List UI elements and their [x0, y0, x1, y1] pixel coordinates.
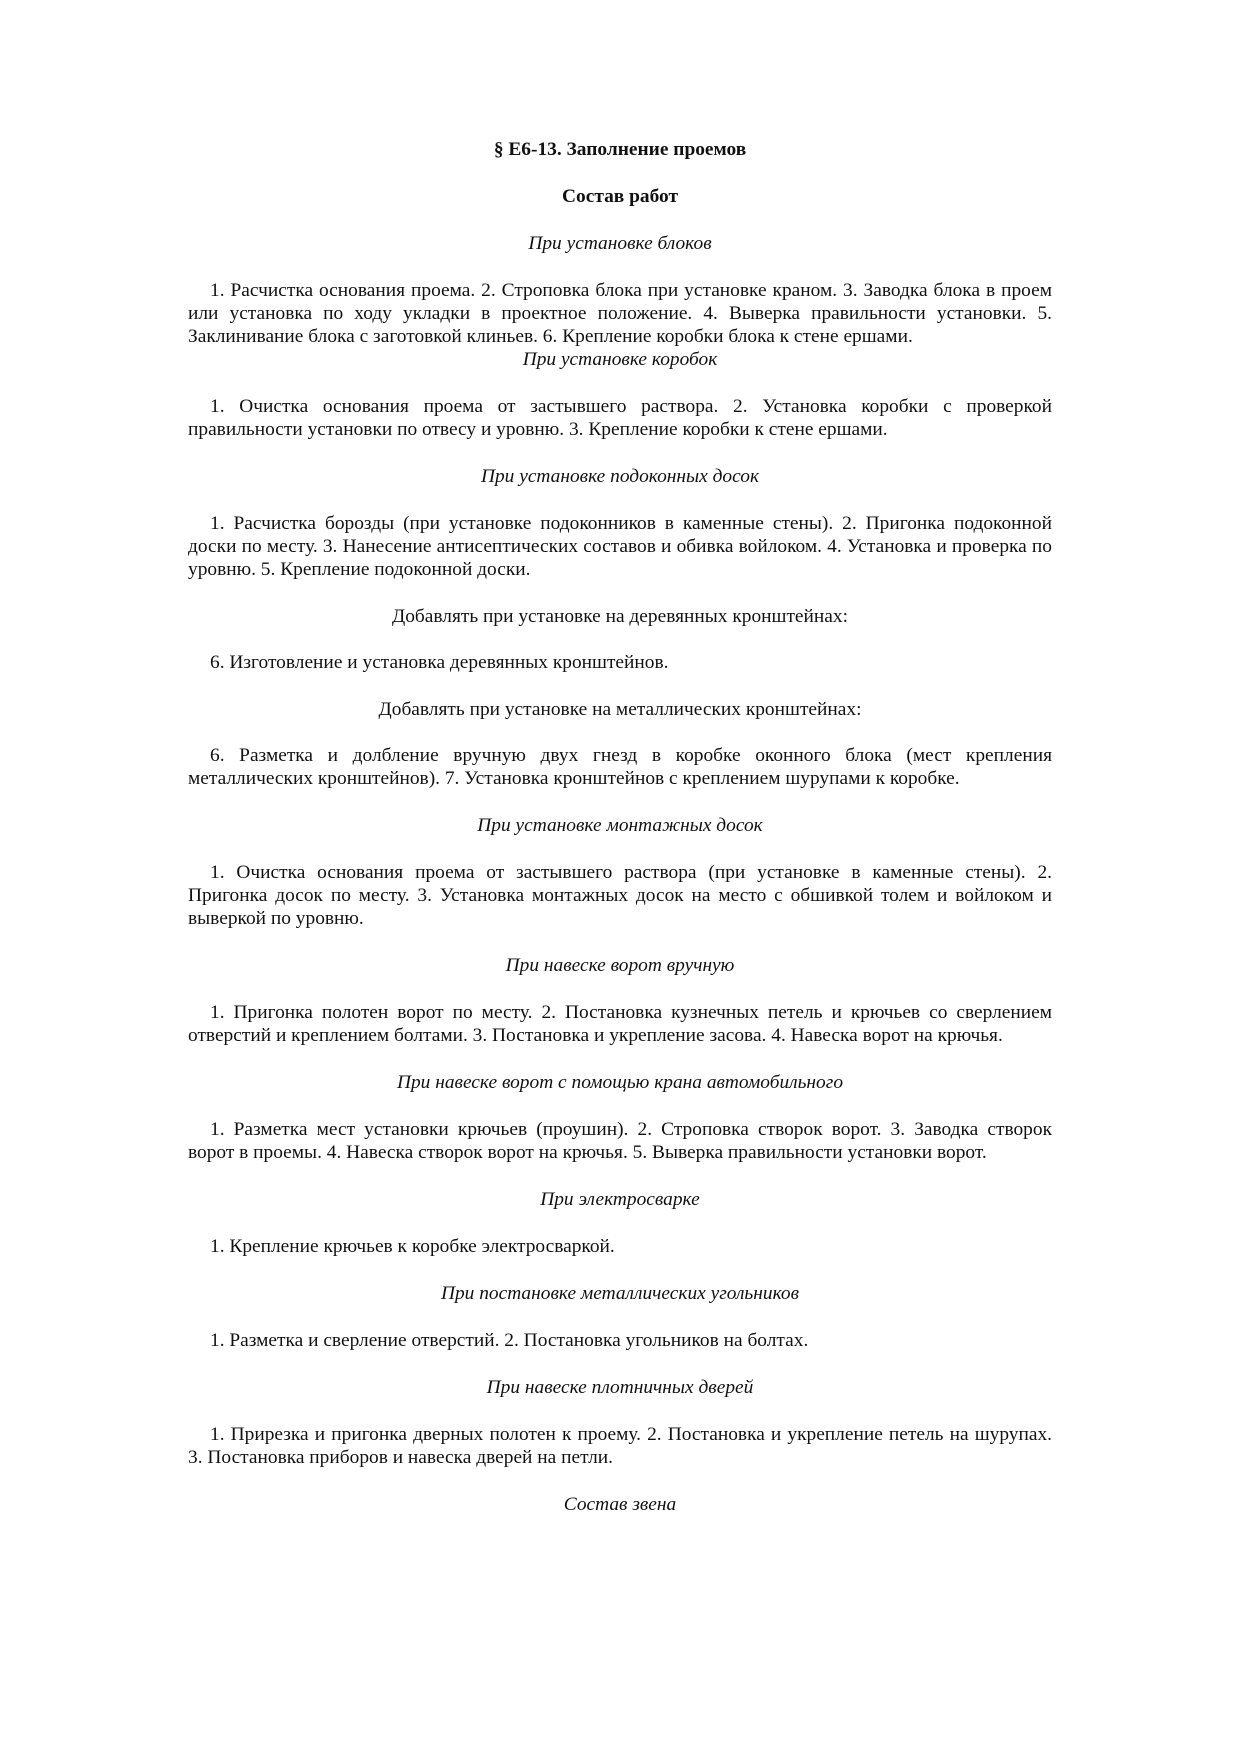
paragraph-metal-brackets: 6. Разметка и долбление вручную двух гнезд в коробке оконного блока (мест крепления металлических кронштейнов). 7. Установка кронштейнов с креплением шурупами к коробке. — [188, 745, 1052, 789]
heading-carpentry-doors: При навеске плотничных дверей — [486, 1377, 754, 1398]
paragraph-wooden-brackets: 6. Изготовление и установка деревянных кронштейнов. — [210, 652, 669, 673]
paragraph-mounting-boards: 1. Очистка основания проема от застывшего раствора (при установке в каменные стены). 2. Пригонка досок по месту. 3. Установка монтажных досок на место с обшивкой толем и войлоком и выверкой по уровню. — [188, 862, 1052, 929]
document-page — [188, 138, 1052, 1540]
paragraph-sill-boards: 1. Расчистка борозды (при установке подоконников в каменные стены). 2. Пригонка подоконной доски по месту. 3. Нанесение антисептических составов и обивка войлоком. 4. Установка и проверка по уровню. 5. Крепление подоконной доски. — [188, 513, 1052, 580]
paragraph-frames: 1. Очистка основания проема от застывшего раствора. 2. Установка коробки с проверкой правильности установки по отвесу и уровню. 3. Крепление коробки к стене ершами. — [188, 396, 1052, 440]
heading-gates-crane: При навеске ворот с помощью крана автомобильного — [396, 1072, 844, 1093]
paragraph-carpentry-doors: 1. Прирезка и пригонка дверных полотен к проему. 2. Постановка и укрепление петель на шурупах. 3. Постановка приборов и навеска дверей на петли. — [188, 1424, 1052, 1468]
paragraph-metal-angles: 1. Разметка и сверление отверстий. 2. Постановка угольников на болтах. — [210, 1330, 809, 1351]
heading-welding: При электросварке — [540, 1189, 700, 1210]
paragraph-gates-crane: 1. Разметка мест установки крючьев (проушин). 2. Строповка створок ворот. 3. Заводка створок ворот в проемы. 4. Навеска створок ворот на крючья. 5. Выверка правильности установки ворот. — [188, 1119, 1052, 1163]
note-wooden-brackets: Добавлять при установке на деревянных кронштейнах: — [392, 606, 848, 627]
heading-mounting-boards: При установке монтажных досок — [477, 815, 763, 836]
heading-metal-angles: При постановке металлических угольников — [440, 1283, 800, 1304]
heading-gates-manual: При навеске ворот вручную — [505, 955, 735, 976]
paragraph-gates-manual: 1. Пригонка полотен ворот по месту. 2. Постановка кузнечных петель и крючьев со сверлением отверстий и креплением болтами. 3. Постановка и укрепление засова. 4. Навеска ворот на крючья. — [188, 1002, 1052, 1046]
paragraph-welding: 1. Крепление крючьев к коробке электросваркой. — [210, 1236, 615, 1257]
heading-frames: При установке коробок — [522, 349, 718, 370]
note-metal-brackets: Добавлять при установке на металлических кронштейнах: — [378, 699, 862, 720]
paragraph-blocks: 1. Расчистка основания проема. 2. Строповка блока при установке краном. 3. Заводка блока в проем или установка по ходу укладки в проектное положение. 4. Выверка правильности установки. 5. Заклинивание блока с заготовкой клиньев. 6. Крепление коробки блока к стене ершами. — [188, 280, 1052, 347]
heading-sill-boards: При установке подоконных досок — [480, 466, 760, 487]
page-title: § Е6-13. Заполнение проемов — [493, 139, 747, 160]
section-subtitle: Состав работ — [562, 186, 678, 207]
heading-crew-composition: Состав звена — [563, 1494, 677, 1515]
heading-blocks: При установке блоков — [528, 233, 712, 254]
